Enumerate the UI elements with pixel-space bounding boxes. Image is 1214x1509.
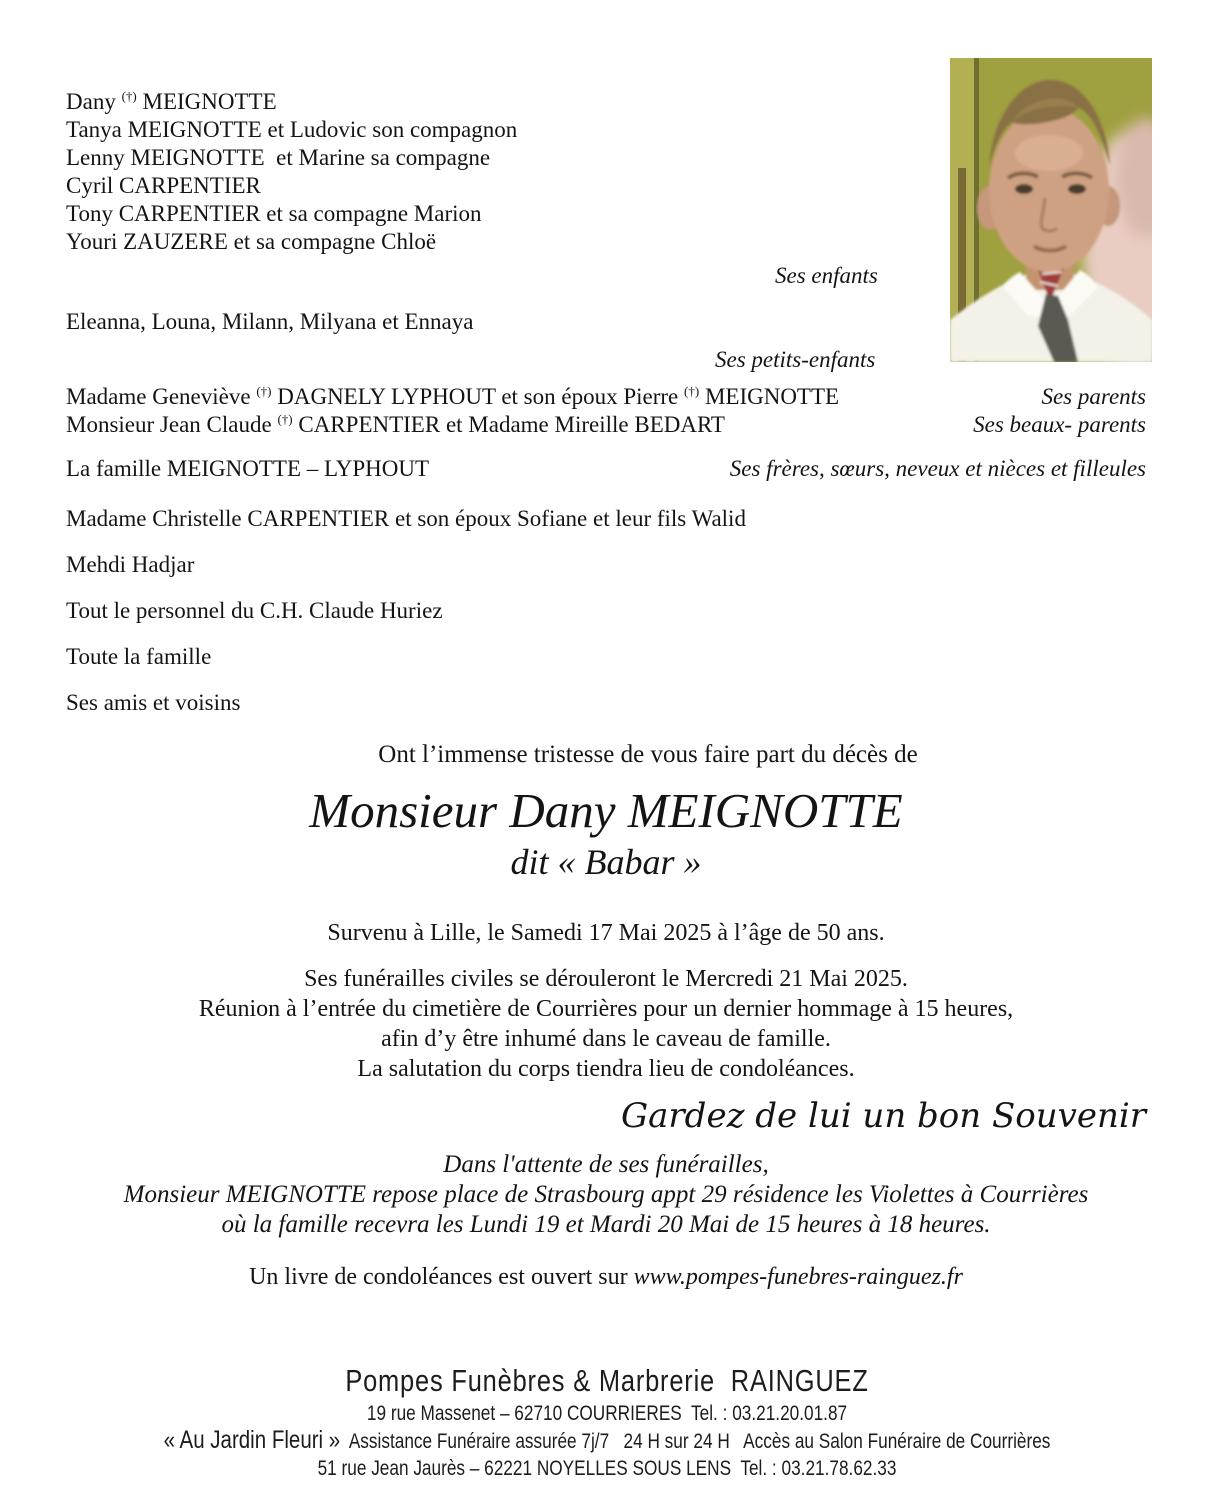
condolence-website-url: www.pompes-funebres-rainguez.fr (633, 1264, 963, 1290)
grandchildren-relation-label: Ses petits-enfants (715, 347, 876, 372)
funeral-home-footer (0, 1362, 1214, 1482)
mourner-line-hospital-staff: Tout le personnel du C.H. Claude Huriez (66, 598, 443, 623)
name-text: Monsieur Jean Claude (66, 412, 278, 437)
name-text: DAGNELY LYPHOUT et son époux Pierre (271, 384, 685, 409)
funeral-home-services-line (109, 1427, 1104, 1455)
funeral-line-salutation: La salutation du corps tiendra lieu de condoléances. (357, 1056, 855, 1082)
funeral-home-address-noyelles: 51 rue Jean Jaurès – 62221 NOYELLES SOUS LENS Tel. : 03.21.78.62.33 (317, 1457, 897, 1480)
funeral-line-meeting: Réunion à l’entrée du cimetière de Courrières pour un dernier hommage à 15 heures, (198, 996, 1014, 1022)
name-text: CARPENTIER et Madame Mireille BEDART (292, 412, 725, 437)
children-names-block (66, 88, 1146, 256)
funeral-line-burial: afin d’y être inhumé dans le caveau de famille. (381, 1026, 831, 1052)
mourner-line-lenny: Lenny MEIGNOTTE et Marine sa compagne (66, 145, 491, 170)
siblings-row (66, 455, 1146, 483)
funeral-home-brand: « Au Jardin Fleuri » (163, 1426, 341, 1454)
funeral-home-services: Assistance Funéraire assurée 7j/7 24 H sur 24 H Accès au Salon Funéraire de Courrières (340, 1430, 1051, 1453)
mourner-line-youri: Youri ZAUZERE et sa compagne Chloë (66, 229, 437, 254)
visitation-line-address: Monsieur MEIGNOTTE repose place de Strasbourg appt 29 résidence les Violettes à Courrières (123, 1181, 1089, 1208)
mourner-line-mehdi: Mehdi Hadjar (66, 552, 195, 577)
parents-row (66, 383, 1146, 411)
grandchildren-names: Eleanna, Louna, Milann, Milyana et Ennaya (66, 309, 474, 334)
announcement-intro: Ont l’immense tristesse de vous faire part du décès de (378, 741, 918, 768)
children-relation-label: Ses enfants (775, 263, 878, 288)
mourner-line-whole-family: Toute la famille (66, 644, 212, 669)
deceased-dagger-mark: (†) (684, 383, 700, 399)
condolence-text: Un livre de condoléances est ouvert sur (249, 1264, 634, 1290)
mourner-line-dany (66, 88, 1146, 116)
deceased-nickname: dit « Babar » (510, 842, 702, 882)
inlaws-row (66, 411, 1146, 439)
remembrance-motto: Gardez de lui un bon Souvenir (621, 1096, 1146, 1136)
mourner-line-tanya: Tanya MEIGNOTTE et Ludovic son compagnon (66, 117, 518, 142)
deceased-dagger-mark: (†) (277, 411, 293, 427)
deceased-dagger-mark: (†) (121, 88, 137, 104)
mourner-line-christelle: Madame Christelle CARPENTIER et son époux Sofiane et leur fils Walid (66, 506, 746, 531)
inlaws-names (66, 411, 725, 439)
deceased-name-title: Monsieur Dany MEIGNOTTE (309, 783, 903, 838)
inlaws-relation-label: Ses beaux- parents (973, 412, 1146, 437)
visitation-line-hours: où la famille recevra les Lundi 19 et Mardi 20 Mai de 15 heures à 18 heures. (221, 1211, 991, 1238)
visitation-block (66, 1150, 1146, 1240)
card-content (66, 88, 1146, 1292)
name-text: MEIGNOTTE (136, 89, 277, 114)
mourner-line-tony: Tony CARPENTIER et sa compagne Marion (66, 201, 482, 226)
mourner-line-cyril: Cyril CARPENTIER (66, 173, 261, 198)
visitation-line-waiting: Dans l'attente de ses funérailles, (443, 1151, 769, 1178)
parents-names (66, 383, 839, 411)
name-text: MEIGNOTTE (699, 384, 840, 409)
funeral-line-date: Ses funérailles civiles se dérouleront le Mercredi 21 Mai 2025. (304, 966, 908, 992)
mourner-line-friends-neighbors: Ses amis et voisins (66, 690, 241, 715)
parents-relation-label: Ses parents (1041, 384, 1146, 409)
parents-block (66, 383, 1146, 439)
funeral-details-block (66, 964, 1146, 1084)
name-text: Madame Geneviève (66, 384, 257, 409)
death-details: Survenu à Lille, le Samedi 17 Mai 2025 à l’âge de 50 ans. (327, 920, 885, 946)
siblings-relation-label: Ses frères, sœurs, neveux et nièces et filleules (729, 456, 1146, 481)
deceased-dagger-mark: (†) (256, 383, 272, 399)
funeral-home-address-courrieres: 19 rue Massenet – 62710 COURRIERES Tel. : 03.21.20.01.87 (366, 1402, 848, 1425)
siblings-names: La famille MEIGNOTTE – LYPHOUT (66, 456, 430, 481)
funeral-home-name: Pompes Funèbres & Marbrerie RAINGUEZ (345, 1363, 869, 1398)
condolence-book-line (66, 1262, 1146, 1292)
name-text: Dany (66, 89, 122, 114)
